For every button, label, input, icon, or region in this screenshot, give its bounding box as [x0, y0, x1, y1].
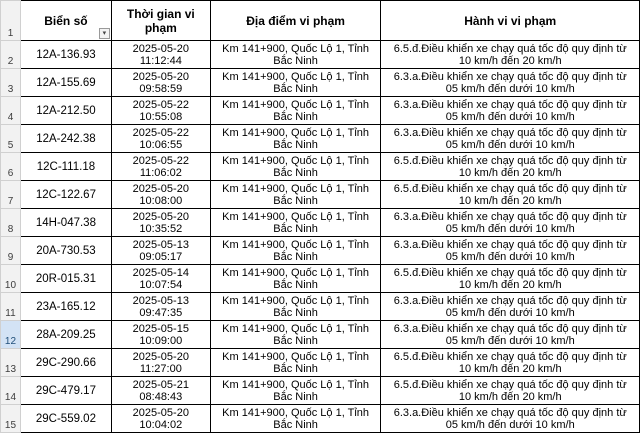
violation-line2: 10 km/h đến 20 km/h [458, 166, 562, 179]
location-cell[interactable] [210, 405, 381, 433]
location-line2: Bắc Ninh [273, 54, 318, 67]
location-cell[interactable] [210, 293, 381, 321]
violation-line2: 05 km/h đến dưới 10 km/h [445, 138, 575, 151]
header-plate-label: Biển số [44, 13, 88, 28]
time-date: 2025-05-20 [132, 42, 189, 55]
violation-cell[interactable] [381, 237, 640, 265]
row-number-cell[interactable]: 8 [1, 209, 21, 237]
violation-line2: 10 km/h đến 20 km/h [458, 194, 562, 207]
table-row [1, 153, 640, 181]
location-cell[interactable] [210, 237, 381, 265]
header-row [1, 1, 640, 41]
location-line2: Bắc Ninh [273, 362, 318, 375]
location-cell[interactable] [210, 377, 381, 405]
location-cell[interactable] [210, 69, 381, 97]
location-line2: Bắc Ninh [273, 278, 318, 291]
location-line2: Bắc Ninh [273, 166, 318, 179]
time-clock: 10:55:08 [139, 110, 183, 123]
plate-cell[interactable]: 29C-559.02 [20, 405, 111, 433]
violation-line1: 6.3.a.Điều khiển xe chạy quá tốc độ quy định từ [393, 406, 627, 419]
violation-line2: 10 km/h đến 20 km/h [458, 362, 562, 375]
location-line1: Km 141+900, Quốc Lộ 1, Tỉnh [222, 322, 370, 335]
violation-line2: 05 km/h đến dưới 10 km/h [445, 334, 575, 347]
time-clock: 09:58:59 [139, 82, 183, 95]
header-violation-label: Hành vi vi phạm [464, 13, 557, 28]
violation-line2: 05 km/h đến dưới 10 km/h [445, 110, 575, 123]
row-number-cell[interactable]: 6 [1, 153, 21, 181]
violation-line2: 10 km/h đến 20 km/h [458, 54, 562, 67]
time-cell[interactable] [111, 377, 210, 405]
time-clock: 11:06:02 [139, 166, 182, 179]
row-number-cell[interactable]: 13 [1, 349, 21, 377]
row-number-cell[interactable]: 11 [1, 293, 21, 321]
header-time-line1: Thời gian vi [126, 6, 195, 21]
location-line2: Bắc Ninh [273, 418, 318, 431]
table-row [1, 209, 640, 237]
plate-cell[interactable]: 12C-111.18 [20, 153, 111, 181]
plate-cell[interactable]: 23A-165.12 [20, 293, 111, 321]
row-number-cell[interactable]: 12 [1, 321, 21, 349]
row-number-cell[interactable]: 3 [1, 69, 21, 97]
table-row [1, 293, 640, 321]
location-cell[interactable] [210, 209, 381, 237]
filter-dropdown-icon[interactable]: ▾ [99, 28, 110, 39]
location-line1: Km 141+900, Quốc Lộ 1, Tỉnh [222, 70, 370, 83]
location-line1: Km 141+900, Quốc Lộ 1, Tỉnh [222, 126, 370, 139]
time-clock: 09:47:35 [139, 306, 183, 319]
table-row [1, 321, 640, 349]
time-date: 2025-05-22 [132, 98, 189, 111]
violation-cell[interactable] [381, 209, 640, 237]
location-line1: Km 141+900, Quốc Lộ 1, Tỉnh [222, 210, 370, 223]
location-line1: Km 141+900, Quốc Lộ 1, Tỉnh [222, 42, 370, 55]
location-cell[interactable] [210, 349, 381, 377]
violation-cell[interactable] [381, 377, 640, 405]
location-line1: Km 141+900, Quốc Lộ 1, Tỉnh [222, 98, 370, 111]
location-line2: Bắc Ninh [273, 138, 318, 151]
time-cell[interactable] [111, 209, 210, 237]
plate-cell[interactable]: 14H-047.38 [20, 209, 111, 237]
time-date: 2025-05-20 [132, 406, 189, 419]
violation-line2: 10 km/h đến 20 km/h [458, 278, 562, 291]
table-row [1, 69, 640, 97]
violation-line2: 05 km/h đến dưới 10 km/h [445, 222, 575, 235]
location-line1: Km 141+900, Quốc Lộ 1, Tỉnh [222, 182, 370, 195]
time-cell[interactable] [111, 349, 210, 377]
violation-line1: 6.5.đ.Điều khiển xe chạy quá tốc độ quy định từ [393, 266, 627, 279]
table-row [1, 125, 640, 153]
violation-cell[interactable] [381, 125, 640, 153]
violation-line1: 6.3.a.Điều khiển xe chạy quá tốc độ quy định từ [393, 322, 627, 335]
row-number-cell[interactable]: 9 [1, 237, 21, 265]
location-line1: Km 141+900, Quốc Lộ 1, Tỉnh [222, 406, 370, 419]
table-row [1, 377, 640, 405]
time-cell[interactable] [111, 321, 210, 349]
plate-cell[interactable]: 29C-290.66 [20, 349, 111, 377]
time-clock: 10:07:54 [139, 278, 183, 291]
location-cell[interactable] [210, 41, 381, 69]
plate-cell[interactable]: 12A-212.50 [20, 97, 111, 125]
header-location[interactable] [210, 1, 381, 41]
location-cell[interactable] [210, 153, 381, 181]
table-row [1, 265, 640, 293]
time-date: 2025-05-20 [132, 70, 189, 83]
violation-cell[interactable] [381, 153, 640, 181]
violation-line1: 6.3.a.Điều khiển xe chạy quá tốc độ quy định từ [393, 210, 627, 223]
time-date: 2025-05-13 [132, 294, 189, 307]
location-line1: Km 141+900, Quốc Lộ 1, Tỉnh [222, 350, 370, 363]
time-clock: 10:08:00 [139, 194, 183, 207]
table-row [1, 237, 640, 265]
violation-cell[interactable] [381, 265, 640, 293]
time-clock: 11:12:44 [139, 54, 182, 67]
violation-line1: 6.5.đ.Điều khiển xe chạy quá tốc độ quy định từ [393, 42, 627, 55]
violation-cell[interactable] [381, 69, 640, 97]
time-date: 2025-05-20 [132, 210, 189, 223]
time-cell[interactable] [111, 237, 210, 265]
location-cell[interactable] [210, 97, 381, 125]
violation-line2: 05 km/h đến dưới 10 km/h [445, 82, 575, 95]
time-cell[interactable] [111, 265, 210, 293]
plate-cell[interactable]: 12C-122.67 [20, 181, 111, 209]
header-plate[interactable] [20, 1, 111, 41]
location-line2: Bắc Ninh [273, 334, 318, 347]
row-number-cell[interactable]: 5 [1, 125, 21, 153]
violation-cell[interactable] [381, 321, 640, 349]
time-cell[interactable] [111, 293, 210, 321]
time-cell[interactable] [111, 69, 210, 97]
time-date: 2025-05-20 [132, 350, 189, 363]
header-time-line2: phạm [144, 20, 177, 35]
location-cell[interactable] [210, 321, 381, 349]
location-cell[interactable] [210, 265, 381, 293]
violation-cell[interactable] [381, 181, 640, 209]
violation-cell[interactable] [381, 293, 640, 321]
violation-cell[interactable] [381, 405, 640, 433]
time-cell[interactable] [111, 181, 210, 209]
violation-cell[interactable] [381, 349, 640, 377]
violation-cell[interactable] [381, 41, 640, 69]
location-line1: Km 141+900, Quốc Lộ 1, Tỉnh [222, 238, 370, 251]
time-clock: 10:09:00 [139, 334, 183, 347]
time-date: 2025-05-20 [132, 182, 189, 195]
plate-cell[interactable]: 20R-015.31 [20, 265, 111, 293]
location-line1: Km 141+900, Quốc Lộ 1, Tỉnh [222, 294, 370, 307]
header-time[interactable] [111, 1, 210, 41]
plate-cell[interactable]: 12A-155.69 [20, 69, 111, 97]
row-number-cell[interactable]: 4 [1, 97, 21, 125]
location-line2: Bắc Ninh [273, 306, 318, 319]
time-cell[interactable] [111, 405, 210, 433]
location-line2: Bắc Ninh [273, 82, 318, 95]
violation-line1: 6.3.a.Điều khiển xe chạy quá tốc độ quy định từ [393, 294, 627, 307]
location-cell[interactable] [210, 125, 381, 153]
plate-cell[interactable]: 29C-479.17 [20, 377, 111, 405]
violation-line2: 10 km/h đến 20 km/h [458, 390, 562, 403]
location-cell[interactable] [210, 181, 381, 209]
violation-line2: 05 km/h đến dưới 10 km/h [445, 306, 575, 319]
row-number-cell[interactable]: 7 [1, 181, 21, 209]
row-number-cell[interactable]: 2 [1, 41, 21, 69]
table-row [1, 97, 640, 125]
location-line2: Bắc Ninh [273, 390, 318, 403]
violation-line2: 05 km/h đến dưới 10 km/h [445, 418, 575, 431]
time-date: 2025-05-21 [132, 378, 189, 391]
row-number-cell[interactable]: 14 [1, 377, 21, 405]
table-row [1, 349, 640, 377]
row-number-1[interactable]: 1 [1, 1, 21, 41]
plate-cell[interactable]: 12A-136.93 [20, 41, 111, 69]
plate-cell[interactable]: 20A-730.53 [20, 237, 111, 265]
table-row [1, 41, 640, 69]
violation-line1: 6.3.a.Điều khiển xe chạy quá tốc độ quy định từ [393, 70, 627, 83]
location-line2: Bắc Ninh [273, 194, 318, 207]
location-line2: Bắc Ninh [273, 250, 318, 263]
time-clock: 09:05:17 [139, 250, 183, 263]
location-line1: Km 141+900, Quốc Lộ 1, Tỉnh [222, 378, 370, 391]
location-line2: Bắc Ninh [273, 222, 318, 235]
violation-line1: 6.3.a.Điều khiển xe chạy quá tốc độ quy định từ [393, 126, 627, 139]
plate-cell[interactable]: 28A-209.25 [20, 321, 111, 349]
plate-cell[interactable]: 12A-242.38 [20, 125, 111, 153]
time-date: 2025-05-22 [132, 126, 189, 139]
time-cell[interactable] [111, 153, 210, 181]
violation-line1: 6.3.a.Điều khiển xe chạy quá tốc độ quy định từ [393, 98, 627, 111]
time-clock: 08:48:43 [139, 390, 183, 403]
time-cell[interactable] [111, 97, 210, 125]
header-violation[interactable] [381, 1, 640, 41]
violation-line1: 6.5.đ.Điều khiển xe chạy quá tốc độ quy định từ [393, 350, 627, 363]
time-date: 2025-05-14 [132, 266, 189, 279]
row-number-cell[interactable]: 10 [1, 265, 21, 293]
table-row [1, 405, 640, 433]
violation-line1: 6.5.đ.Điều khiển xe chạy quá tốc độ quy định từ [393, 154, 627, 167]
time-date: 2025-05-22 [132, 154, 189, 167]
time-clock: 10:06:55 [139, 138, 183, 151]
time-clock: 10:35:52 [139, 222, 183, 235]
time-cell[interactable] [111, 41, 210, 69]
violation-line1: 6.3.a.Điều khiển xe chạy quá tốc độ quy định từ [393, 238, 627, 251]
location-line1: Km 141+900, Quốc Lộ 1, Tỉnh [222, 266, 370, 279]
violation-line2: 05 km/h đến dưới 10 km/h [445, 250, 575, 263]
location-line2: Bắc Ninh [273, 110, 318, 123]
row-number-cell[interactable]: 15 [1, 405, 21, 433]
table-row [1, 181, 640, 209]
violation-line1: 6.5.đ.Điều khiển xe chạy quá tốc độ quy định từ [393, 182, 627, 195]
violation-cell[interactable] [381, 97, 640, 125]
header-location-label: Địa điểm vi phạm [246, 13, 345, 28]
time-clock: 11:27:00 [139, 362, 182, 375]
time-cell[interactable] [111, 125, 210, 153]
time-date: 2025-05-15 [132, 322, 189, 335]
time-date: 2025-05-13 [132, 238, 189, 251]
time-clock: 10:04:02 [139, 418, 183, 431]
violation-line1: 6.5.đ.Điều khiển xe chạy quá tốc độ quy định từ [393, 378, 627, 391]
location-line1: Km 141+900, Quốc Lộ 1, Tỉnh [222, 154, 370, 167]
